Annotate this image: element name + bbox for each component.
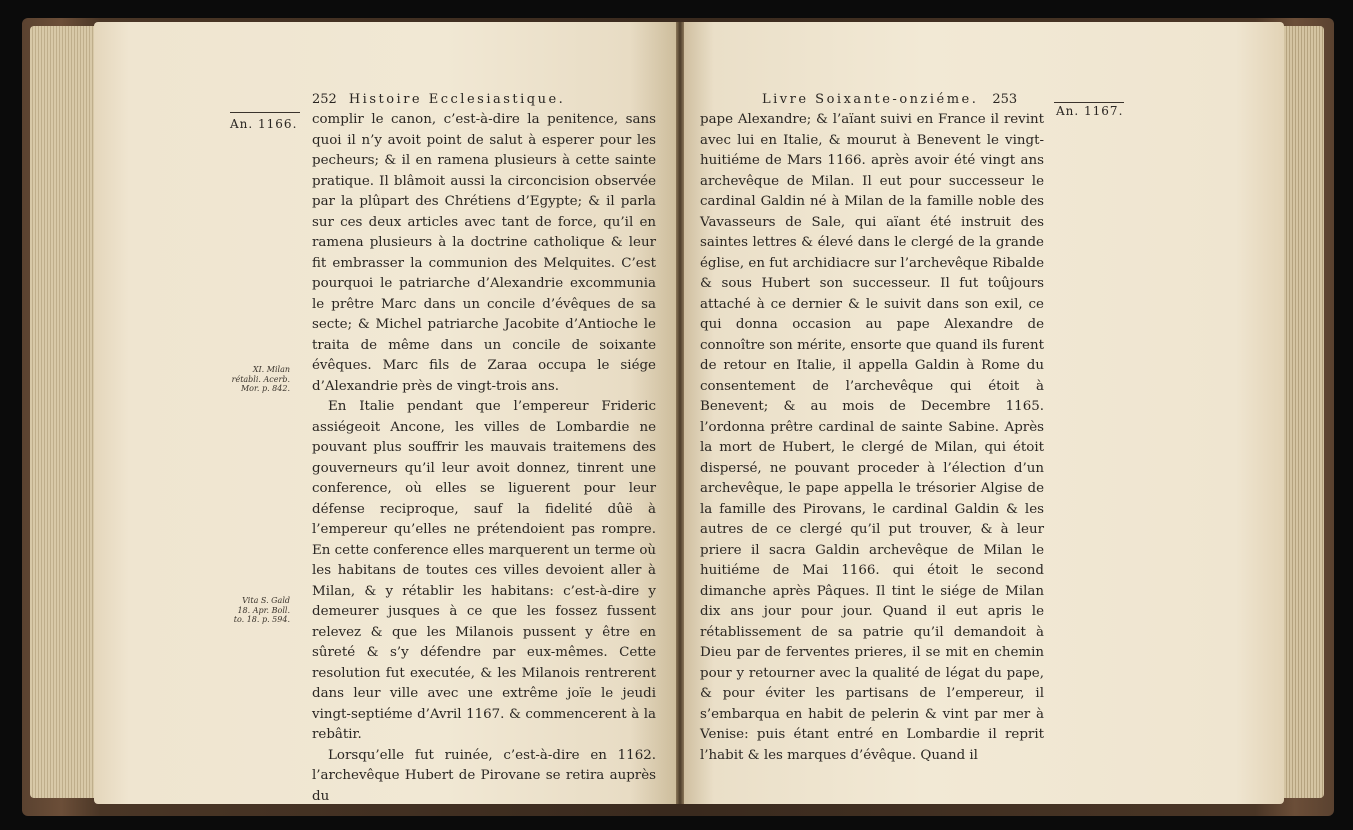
right-page-edges	[1284, 26, 1324, 798]
right-page-number: 253	[992, 92, 1018, 107]
left-body-text	[312, 110, 656, 807]
right-paragraph-1: pape Alexandre; & l’aïant suivi en France il revint avec lui en Italie, & mourut à Benevent le vingt-huitiéme de Mars 1166. après avoir été vingt ans archevêque de Milan. Il eut pour successeur le cardinal Galdin né à Milan de la famille noble des Vavasseurs de Sale, qui aïant été instruit des saintes lettres & élevé dans le clergé de la grande église, en fut archidiacre sur l’archevêque Ribalde & sous Hubert son successeur. Il fut toûjours attaché à ce dernier & le suivit dans son exil, ce qui donna occasion au pape Alexandre de connoître son mérite, ensorte que quand ils furent de retour en Italie, il appella Galdin à Rome du consentement de l’archevêque qui étoit à Benevent; & au mois de Decembre 1165. l’ordonna prêtre cardinal de sainte Sabine. Après la mort de Hubert, le clergé de Milan, qui étoit dispersé, ne pouvant proceder à l’élection d’un archevêque, le pape appella le trésorier Algise de la famille des Pirovans, le cardinal Galdin & les autres de ce clergé qu’il put trouver, & à leur priere il sacra Galdin archevêque de Milan le huitiéme de Mai 1166. qui étoit le second dimanche après Pâques. Il tint le siége de Milan dix ans jour pour jour. Quand il eut apris le rétablissement de sa patrie qu’il demandoit à Dieu par de ferventes prieres, il se mit en chemin pour y retourner avec la qualité de légat du pape, & pour éviter les partisans de l’empereur, il s’embarqua en habit de pelerin & vint par mer à Venise: puis étant entré en Lombardie il reprit l’habit & les marques d’évêque. Quand il	[700, 112, 1044, 763]
right-margin-rule	[1054, 102, 1124, 103]
left-page-edges	[30, 26, 94, 798]
left-margin-year: An. 1166.	[230, 117, 298, 131]
left-paragraph-1: complir le canon, c’est-à-dire la penitence, sans quoi il n’y avoit point de salut à esperer pour les pecheurs; & il en ramena plusieurs à cette sainte pratique. Il blâmoit aussi la circoncision observée par la plûpart des Chrétiens d’Egypte; & il parla sur ces deux articles avec tant de force, qu’il en ramena plusieurs à la doctrine catholique & leur fit embrasser la communion des Melquites. C’est pourquoi le patriarche d’Alexandrie excommunia le prêtre Marc dans un concile d’évêques de sa secte; & Michel patriarche Jacobite d’Antioche le traita de même dans un concile de soixante évêques. Marc fils de Zaraa occupa le siége d’Alexandrie près de vingt-trois ans.	[312, 112, 656, 394]
left-margin-note-2: Vita S. Gald 18. Apr. Boll. to. 18. p. 594.	[233, 596, 290, 624]
left-paragraph-2: En Italie pendant que l’empereur Frideric assiégeoit Ancone, les villes de Lombardie ne pouvant plus souffrir les mauvais traitemens des gouverneurs qu’il leur avoit donnez, tinrent une conference, où elles se liguerent pour leur défense reciproque, sauf la fidelité dûë à l’empereur qu’elles ne prétendoient pas rompre. En cette conference elles marquerent un terme où les habitans de toutes ces villes devoient aller à Milan, & y rétablir les habitans: c’est-à-dire y demeurer jusques à ce que les fossez fussent relevez & que les Milanois pussent y être en sûreté & s’y défendre par eux-mêmes. Cette resolution fut executée, & les Milanois rentrerent dans leur ville avec une extrême joïe le jeudi vingt-septiéme d’Avril 1167. & commencerent à la rebâtir.	[312, 399, 656, 742]
left-paragraph-3: Lorsqu’elle fut ruinée, c’est-à-dire en 1162. l’archevêque Hubert de Pirovane se retira auprès du	[312, 747, 656, 804]
right-running-title: Livre Soixante-onziéme.	[762, 92, 979, 107]
right-margin-year: An. 1167.	[1056, 104, 1124, 118]
left-margin-rule	[230, 112, 300, 113]
right-running-head	[762, 92, 1017, 107]
left-running-head	[312, 92, 565, 107]
left-running-title: Histoire Ecclesiastique.	[348, 92, 566, 107]
left-page-number: 252	[312, 92, 337, 107]
book-gutter	[676, 22, 684, 804]
left-margin-note-1: XI. Milan rétabli. Acerb. Mor. p. 842.	[231, 365, 290, 393]
right-body-text	[700, 110, 1044, 766]
